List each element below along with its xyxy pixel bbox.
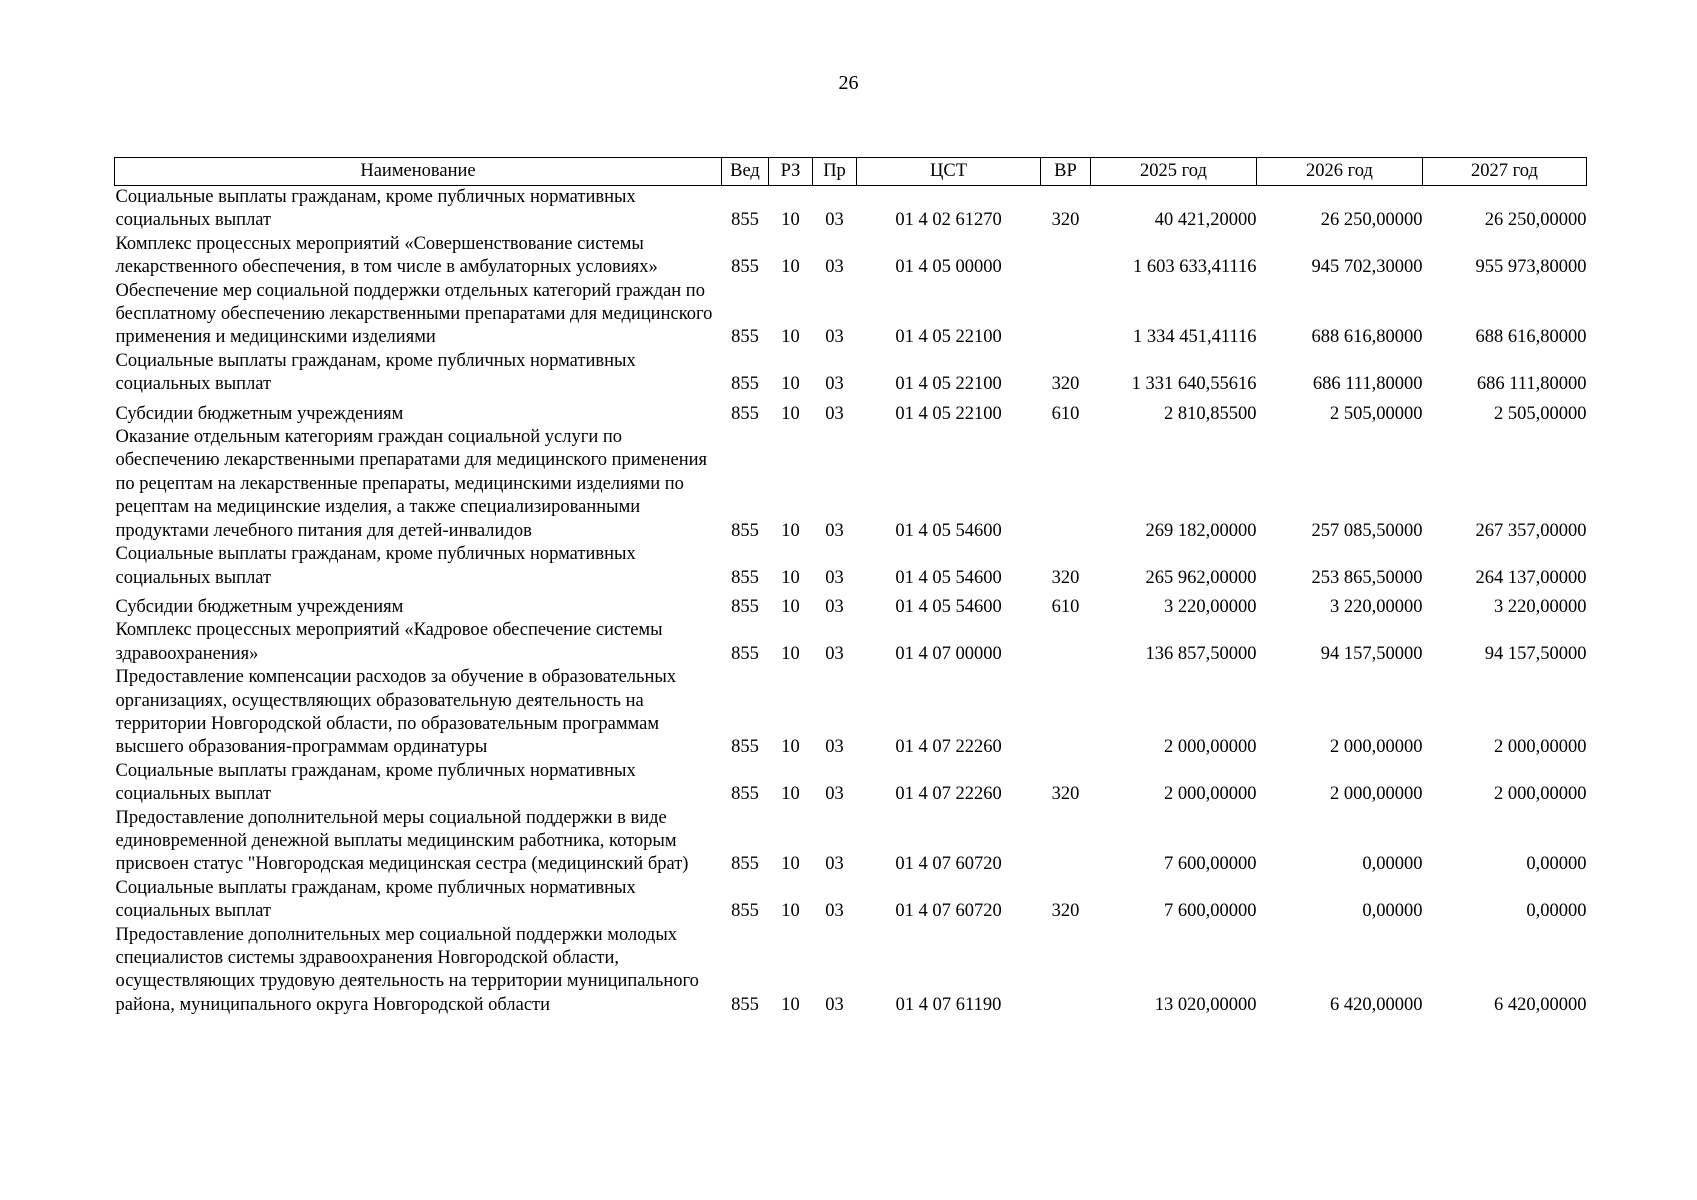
row-amount-2025: 13 020,00000 — [1154, 994, 1257, 1015]
row-amount-2026: 257 085,50000 — [1311, 520, 1423, 541]
row-ved: 855 — [731, 643, 759, 664]
header-2025: 2025 год — [1091, 158, 1257, 186]
row-ved: 855 — [731, 567, 759, 588]
row-amount-2027: 267 357,00000 — [1475, 520, 1587, 541]
row-name: Предоставление дополнительной меры социальной поддержки в виде единовременной денежной выплаты медицинским работника, которым присвоен статус "Новгородская медицинская сестра (медицинский брат) — [115, 807, 689, 875]
row-ved: 855 — [731, 854, 759, 875]
row-name: Социальные выплаты гражданам, кроме публичных нормативных социальных выплат — [115, 877, 636, 922]
row-vr: 320 — [1051, 210, 1080, 231]
row-amount-2025: 3 220,00000 — [1164, 596, 1257, 617]
row-amount-2025: 1 603 633,41116 — [1132, 257, 1257, 278]
table-header-row — [115, 158, 1587, 186]
row-rz: 10 — [781, 520, 800, 541]
table-row — [115, 350, 1587, 397]
table-row — [115, 590, 1587, 619]
row-amount-2027: 0,00000 — [1526, 854, 1587, 875]
row-rz: 10 — [781, 596, 800, 617]
row-amount-2025: 7 600,00000 — [1164, 854, 1257, 875]
page-number: 26 — [838, 72, 859, 94]
row-amount-2026: 2 505,00000 — [1330, 403, 1423, 424]
row-vr — [1041, 924, 1091, 1018]
row-name: Социальные выплаты гражданам, кроме публичных нормативных социальных выплат — [115, 544, 636, 588]
row-amount-2027: 0,00000 — [1526, 901, 1587, 922]
row-vr: 320 — [1051, 567, 1080, 588]
row-cst: 01 4 05 54600 — [895, 596, 1002, 617]
table-row — [115, 426, 1587, 543]
row-amount-2026: 94 157,50000 — [1320, 643, 1423, 664]
row-cst: 01 4 07 22260 — [895, 784, 1002, 805]
row-cst: 01 4 05 54600 — [895, 520, 1002, 541]
header-2026: 2026 год — [1257, 158, 1423, 186]
row-pr: 03 — [825, 596, 844, 617]
table-row — [115, 666, 1587, 760]
table-row — [115, 877, 1587, 924]
row-amount-2027: 2 505,00000 — [1494, 403, 1587, 424]
row-amount-2027: 2 000,00000 — [1494, 737, 1587, 758]
row-amount-2027: 955 973,80000 — [1475, 257, 1587, 278]
row-rz: 10 — [781, 327, 800, 348]
row-amount-2026: 26 250,00000 — [1320, 210, 1423, 231]
row-ved: 855 — [731, 210, 759, 231]
header-cst: ЦСТ — [857, 158, 1041, 186]
header-name: Наименование — [115, 158, 722, 186]
row-name: Субсидии бюджетным учреждениям — [115, 596, 404, 617]
row-cst: 01 4 07 60720 — [895, 854, 1002, 875]
table-row — [115, 760, 1587, 807]
row-rz: 10 — [781, 784, 800, 805]
row-amount-2026: 688 616,80000 — [1311, 327, 1423, 348]
row-vr: 320 — [1051, 901, 1080, 922]
row-amount-2025: 40 421,20000 — [1154, 210, 1257, 231]
table-row — [115, 619, 1587, 666]
table-row — [115, 397, 1587, 426]
table-row — [115, 233, 1587, 280]
row-name: Предоставление дополнительных мер социальной поддержки молодых специалистов системы здравоохранения Новгородской области, осуществляющих трудовую деятельность на территории муниципального района, муниципального округа Новгородской области — [115, 924, 699, 1015]
row-amount-2025: 265 962,00000 — [1145, 567, 1257, 588]
row-rz: 10 — [781, 994, 800, 1015]
row-vr — [1041, 280, 1091, 350]
row-cst: 01 4 05 54600 — [895, 567, 1002, 588]
row-amount-2025: 2 000,00000 — [1164, 784, 1257, 805]
row-rz: 10 — [781, 257, 800, 278]
row-cst: 01 4 07 61190 — [895, 994, 1002, 1015]
row-amount-2025: 136 857,50000 — [1145, 643, 1257, 664]
row-amount-2025: 1 331 640,55616 — [1131, 374, 1257, 395]
row-amount-2025: 7 600,00000 — [1164, 901, 1257, 922]
row-pr: 03 — [825, 403, 844, 424]
row-amount-2025: 2 000,00000 — [1164, 737, 1257, 758]
row-amount-2026: 6 420,00000 — [1330, 994, 1423, 1015]
table-row — [115, 543, 1587, 590]
row-pr: 03 — [825, 257, 844, 278]
row-amount-2026: 2 000,00000 — [1330, 784, 1423, 805]
row-pr: 03 — [825, 210, 844, 231]
row-amount-2027: 686 111,80000 — [1476, 374, 1587, 395]
row-pr: 03 — [825, 737, 844, 758]
header-ved: Вед — [722, 158, 769, 186]
row-vr: 610 — [1051, 596, 1080, 617]
row-pr: 03 — [825, 643, 844, 664]
row-pr: 03 — [825, 567, 844, 588]
row-name: Социальные выплаты гражданам, кроме публичных нормативных социальных выплат — [115, 760, 636, 805]
row-ved: 855 — [731, 901, 759, 922]
row-pr: 03 — [825, 994, 844, 1015]
row-name: Оказание отдельным категориям граждан социальной услуги по обеспечению лекарственными препаратами для медицинского применения по рецептам на лекарственные препараты, медицинскими изделиями по рецептам на медицинские изделия, а также специализированными продуктами лечебного питания для детей-инвалидов — [115, 427, 708, 541]
row-amount-2027: 2 000,00000 — [1494, 784, 1587, 805]
row-vr — [1041, 233, 1091, 280]
row-name: Комплекс процессных мероприятий «Кадровое обеспечение системы здравоохранения» — [115, 620, 663, 664]
row-ved: 855 — [731, 784, 759, 805]
row-rz: 10 — [781, 854, 800, 875]
row-amount-2027: 26 250,00000 — [1484, 210, 1587, 231]
row-ved: 855 — [731, 737, 759, 758]
row-ved: 855 — [731, 403, 759, 424]
row-vr: 610 — [1051, 403, 1080, 424]
row-cst: 01 4 05 00000 — [895, 257, 1002, 278]
row-vr — [1041, 666, 1091, 760]
row-amount-2026: 253 865,50000 — [1311, 567, 1423, 588]
row-amount-2026: 0,00000 — [1362, 901, 1423, 922]
row-pr: 03 — [825, 374, 844, 395]
row-cst: 01 4 02 61270 — [895, 210, 1002, 231]
row-vr: 320 — [1051, 374, 1080, 395]
row-cst: 01 4 05 22100 — [895, 327, 1002, 348]
row-name: Предоставление компенсации расходов за обучение в образовательных организациях, осуществляющих образовательную деятельность на территории Новгородской области, по образовательным программам высшего образования-программам ординатуры — [115, 667, 677, 758]
row-rz: 10 — [781, 567, 800, 588]
row-vr: 320 — [1051, 784, 1080, 805]
row-amount-2025: 1 334 451,41116 — [1132, 327, 1257, 348]
row-pr: 03 — [825, 784, 844, 805]
row-amount-2025: 2 810,85500 — [1164, 403, 1257, 424]
row-vr — [1041, 807, 1091, 877]
row-ved: 855 — [731, 327, 759, 348]
row-pr: 03 — [825, 901, 844, 922]
header-vr: ВР — [1041, 158, 1091, 186]
row-rz: 10 — [781, 374, 800, 395]
row-amount-2027: 94 157,50000 — [1484, 643, 1587, 664]
row-rz: 10 — [781, 210, 800, 231]
row-cst: 01 4 05 22100 — [895, 403, 1002, 424]
table-row — [115, 807, 1587, 877]
row-name: Субсидии бюджетным учреждениям — [115, 403, 404, 424]
header-pr: Пр — [813, 158, 857, 186]
row-amount-2027: 688 616,80000 — [1475, 327, 1587, 348]
table-row — [115, 924, 1587, 1018]
row-cst: 01 4 05 22100 — [895, 374, 1002, 395]
row-pr: 03 — [825, 327, 844, 348]
row-cst: 01 4 07 22260 — [895, 737, 1002, 758]
row-name: Комплекс процессных мероприятий «Совершенствование системы лекарственного обеспечения, в том числе в амбулаторных условиях» — [115, 233, 658, 278]
budget-table — [114, 157, 1587, 1017]
row-amount-2026: 945 702,30000 — [1311, 257, 1423, 278]
row-amount-2027: 6 420,00000 — [1494, 994, 1587, 1015]
row-ved: 855 — [731, 257, 759, 278]
row-ved: 855 — [731, 994, 759, 1015]
row-rz: 10 — [781, 901, 800, 922]
header-rz: РЗ — [769, 158, 813, 186]
table-body — [115, 186, 1587, 1018]
table-row — [115, 280, 1587, 350]
row-ved: 855 — [731, 374, 759, 395]
row-rz: 10 — [781, 643, 800, 664]
row-name: Социальные выплаты гражданам, кроме публичных нормативных социальных выплат — [115, 350, 636, 395]
row-amount-2026: 3 220,00000 — [1330, 596, 1423, 617]
header-2027: 2027 год — [1423, 158, 1587, 186]
row-amount-2026: 2 000,00000 — [1330, 737, 1423, 758]
row-ved: 855 — [731, 596, 759, 617]
row-amount-2026: 0,00000 — [1362, 854, 1423, 875]
row-amount-2025: 269 182,00000 — [1145, 520, 1257, 541]
row-name: Социальные выплаты гражданам, кроме публичных нормативных социальных выплат — [115, 187, 636, 231]
row-pr: 03 — [825, 520, 844, 541]
row-vr — [1041, 426, 1091, 543]
row-vr — [1041, 619, 1091, 666]
row-amount-2027: 3 220,00000 — [1494, 596, 1587, 617]
row-pr: 03 — [825, 854, 844, 875]
row-name: Обеспечение мер социальной поддержки отдельных категорий граждан по бесплатному обеспечению лекарственными препаратами для медицинского применения и медицинскими изделиями — [115, 280, 713, 348]
row-cst: 01 4 07 60720 — [895, 901, 1002, 922]
row-amount-2027: 264 137,00000 — [1475, 567, 1587, 588]
row-ved: 855 — [731, 520, 759, 541]
row-rz: 10 — [781, 403, 800, 424]
row-amount-2026: 686 111,80000 — [1312, 374, 1423, 395]
table-row — [115, 186, 1587, 233]
row-rz: 10 — [781, 737, 800, 758]
row-cst: 01 4 07 00000 — [895, 643, 1002, 664]
